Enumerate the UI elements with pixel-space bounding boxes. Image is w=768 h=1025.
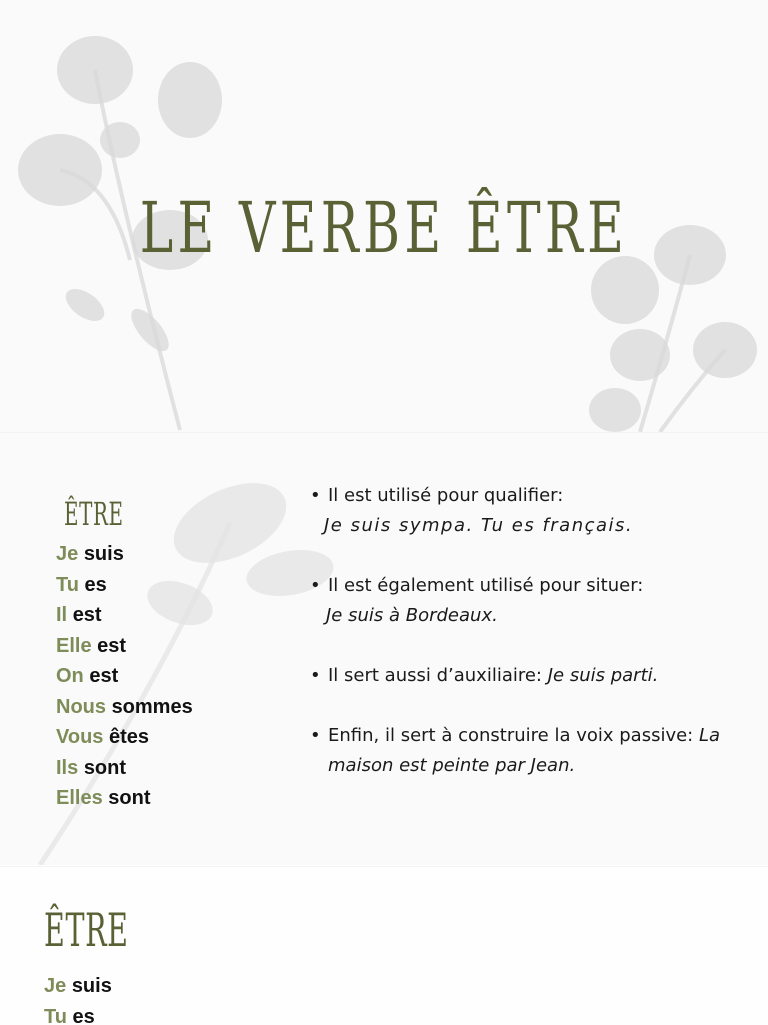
pronoun: Je [56, 543, 78, 565]
verb-form: êtes [109, 726, 149, 748]
verb-form: suis [72, 975, 112, 997]
verb-form: sont [108, 787, 150, 809]
use-text: Il sert aussi d’auxiliaire: [328, 665, 548, 686]
conjugation-row [56, 783, 193, 814]
conjugation-row [56, 600, 193, 631]
use-item [310, 481, 750, 541]
conjugation-row [56, 722, 193, 753]
section-heading: ÊTRE [64, 495, 124, 533]
pronoun: Tu [56, 574, 79, 596]
verb-form: es [85, 574, 107, 596]
verb-form: es [73, 1006, 95, 1025]
use-example: Je suis à Bordeaux. [326, 601, 750, 631]
pronoun: Nous [56, 696, 106, 718]
pronoun: Elle [56, 635, 92, 657]
use-example: Je suis sympa. Tu es français. [324, 511, 750, 541]
pronoun: Il [56, 604, 67, 626]
pronoun: On [56, 665, 84, 687]
page-title: LE VERBE ÊTRE [108, 187, 661, 269]
title-slide [0, 0, 768, 432]
partial-slide [0, 866, 768, 1025]
verb-form: est [89, 665, 118, 687]
use-example: La maison est peinte par Jean. [328, 725, 720, 776]
conjugation-list [44, 971, 112, 1025]
conjugation-row [56, 661, 193, 692]
section-heading: ÊTRE [44, 903, 129, 957]
verb-form: suis [84, 543, 124, 565]
verb-form: sommes [112, 696, 193, 718]
pronoun: Vous [56, 726, 103, 748]
conjugation-row [56, 753, 193, 784]
use-item [310, 571, 750, 631]
pronoun: Tu [44, 1006, 67, 1025]
conjugation-row [44, 971, 112, 1002]
conjugation-row [56, 692, 193, 723]
pronoun: Elles [56, 787, 103, 809]
conjugation-list [56, 539, 193, 814]
verb-form: sont [84, 757, 126, 779]
conjugation-slide [0, 432, 768, 865]
use-item [310, 721, 750, 781]
conjugation-row [44, 1002, 112, 1025]
uses-list [310, 481, 750, 781]
verb-form: est [97, 635, 126, 657]
conjugation-row [56, 631, 193, 662]
verb-form: est [73, 604, 102, 626]
use-text: Enfin, il sert à construire la voix passive: [328, 725, 699, 746]
pronoun: Ils [56, 757, 78, 779]
conjugation-row [56, 570, 193, 601]
pronoun: Je [44, 975, 66, 997]
use-item [310, 661, 750, 691]
conjugation-row [56, 539, 193, 570]
use-text: Il est utilisé pour qualifier: [328, 485, 563, 506]
use-example: Je suis parti. [548, 665, 659, 686]
use-text: Il est également utilisé pour situer: [328, 575, 643, 596]
